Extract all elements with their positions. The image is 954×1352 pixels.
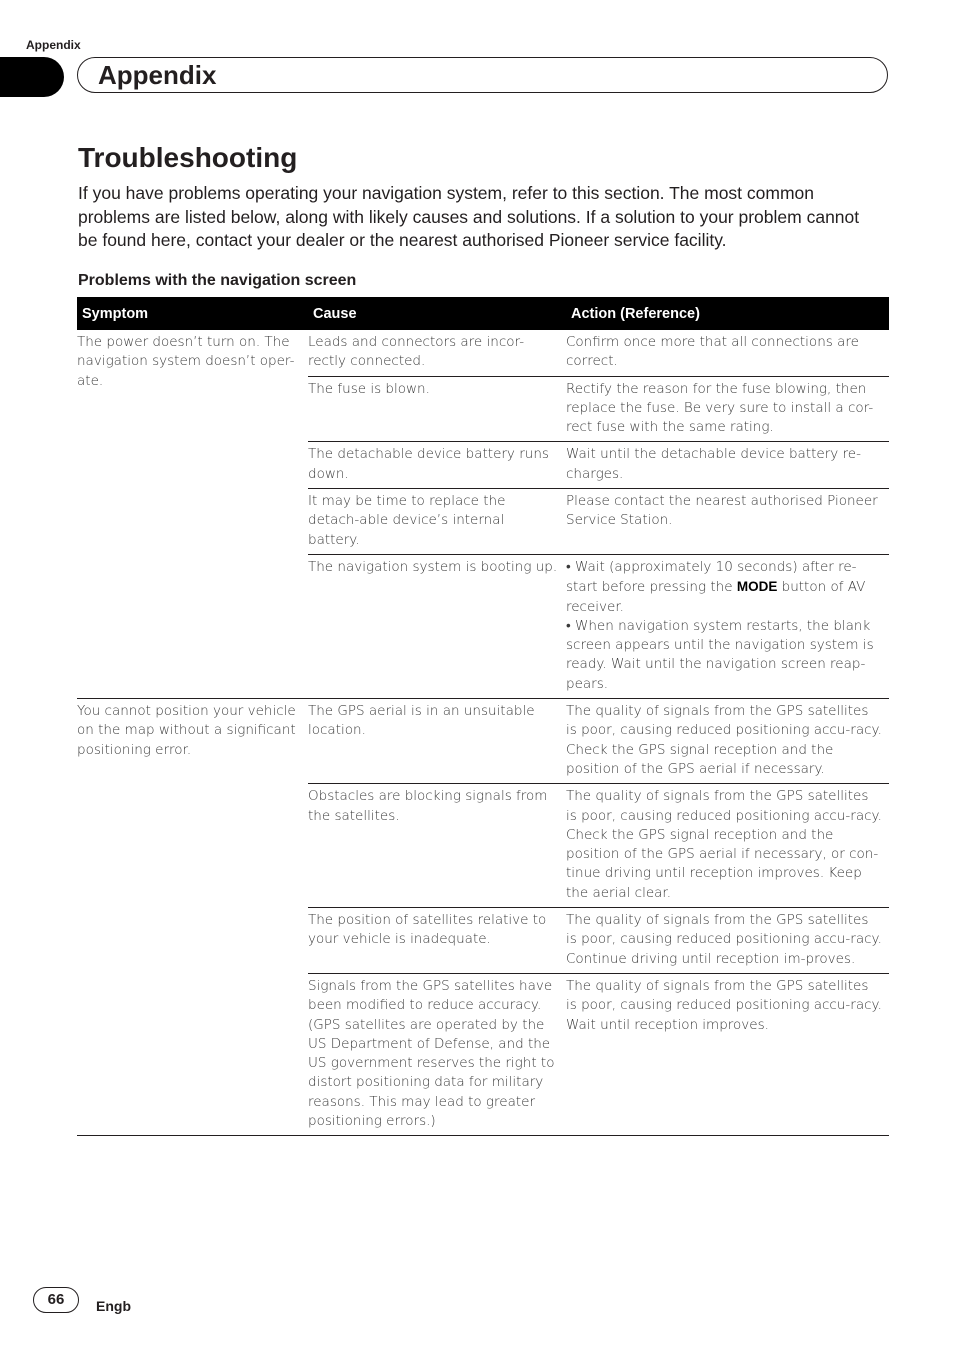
section-banner xyxy=(77,57,888,93)
action-cell: Please contact the nearest authorised Pioneer Service Station. xyxy=(566,489,889,555)
action-text: button of AV receiver. xyxy=(566,579,866,615)
action-cell: The quality of signals from the GPS satellites is poor, causing reduced positioning accu-racy. Wait until reception improves. xyxy=(566,973,889,1135)
table-heading: Problems with the navigation screen xyxy=(78,272,357,289)
mode-button-label: MODE xyxy=(736,579,778,595)
column-header-action: Action (Reference) xyxy=(566,297,889,330)
action-cell: The quality of signals from the GPS satellites is poor, causing reduced positioning accu-racy. Check the GPS signal reception and the position of the GPS aerial if necessary, or con-tinue driving until reception improves. Keep the aerial clear. xyxy=(566,784,889,908)
action-cell: The quality of signals from the GPS satellites is poor, causing reduced positioning accu-racy. Check the GPS signal reception and the position of the GPS aerial if necessary. xyxy=(566,699,889,784)
cause-cell: The fuse is blown. xyxy=(308,376,566,442)
section-title: Appendix xyxy=(98,60,217,90)
action-text: • Wait (approximately 10 seconds) after re-start before pressing the xyxy=(566,558,857,596)
cause-cell: Leads and connectors are incor-rectly connected. xyxy=(308,330,566,376)
section-tab-marker xyxy=(0,57,64,97)
intro-paragraph: If you have problems operating your navigation system, refer to this section. The most common problems are listed below, along with likely causes and solutions. If a solution to your problem cannot be found here, contact your dealer or the nearest authorised Pioneer service facility. xyxy=(78,183,860,250)
page-number: 66 xyxy=(33,1287,79,1313)
troubleshooting-table xyxy=(77,297,889,1136)
cause-cell: Obstacles are blocking signals from the satellites. xyxy=(308,784,566,908)
action-cell: The quality of signals from the GPS satellites is poor, causing reduced positioning accu-racy. Continue driving until reception im-proves. xyxy=(566,908,889,974)
action-cell xyxy=(566,554,889,698)
column-header-symptom: Symptom xyxy=(77,297,308,330)
table-row xyxy=(77,699,889,784)
table-header-row xyxy=(77,297,889,330)
language-code: Engb xyxy=(96,1298,131,1314)
page-title: Troubleshooting xyxy=(78,142,298,173)
action-cell: Wait until the detachable device battery re-charges. xyxy=(566,442,889,489)
action-cell: Confirm once more that all connections are correct. xyxy=(566,330,889,376)
cause-cell: The position of satellites relative to your vehicle is inadequate. xyxy=(308,908,566,974)
symptom-cell: You cannot position your vehicle on the map without a significant positioning error. xyxy=(77,699,308,1136)
column-header-cause: Cause xyxy=(308,297,566,330)
action-text: • When navigation system restarts, the blank screen appears until the navigation system is ready. Wait until the navigation screen reap-pears. xyxy=(566,617,874,692)
cause-cell: The detachable device battery runs down. xyxy=(308,442,566,489)
running-head: Appendix xyxy=(26,38,81,52)
table-row xyxy=(77,330,889,376)
cause-cell: Signals from the GPS satellites have been modified to reduce accuracy. (GPS satellites are operated by the US Department of Defense, and the US government reserves the right to distort positioning data for military reasons. This may lead to greater positioning errors.) xyxy=(308,973,566,1135)
cause-cell: It may be time to replace the detach-able device’s internal battery. xyxy=(308,489,566,555)
action-cell: Rectify the reason for the fuse blowing, then replace the fuse. Be very sure to install a cor-rect fuse with the same rating. xyxy=(566,376,889,442)
cause-cell: The GPS aerial is in an unsuitable location. xyxy=(308,699,566,784)
symptom-cell: The power doesn’t turn on. The navigation system doesn’t oper-ate. xyxy=(77,330,308,699)
cause-cell: The navigation system is booting up. xyxy=(308,554,566,698)
